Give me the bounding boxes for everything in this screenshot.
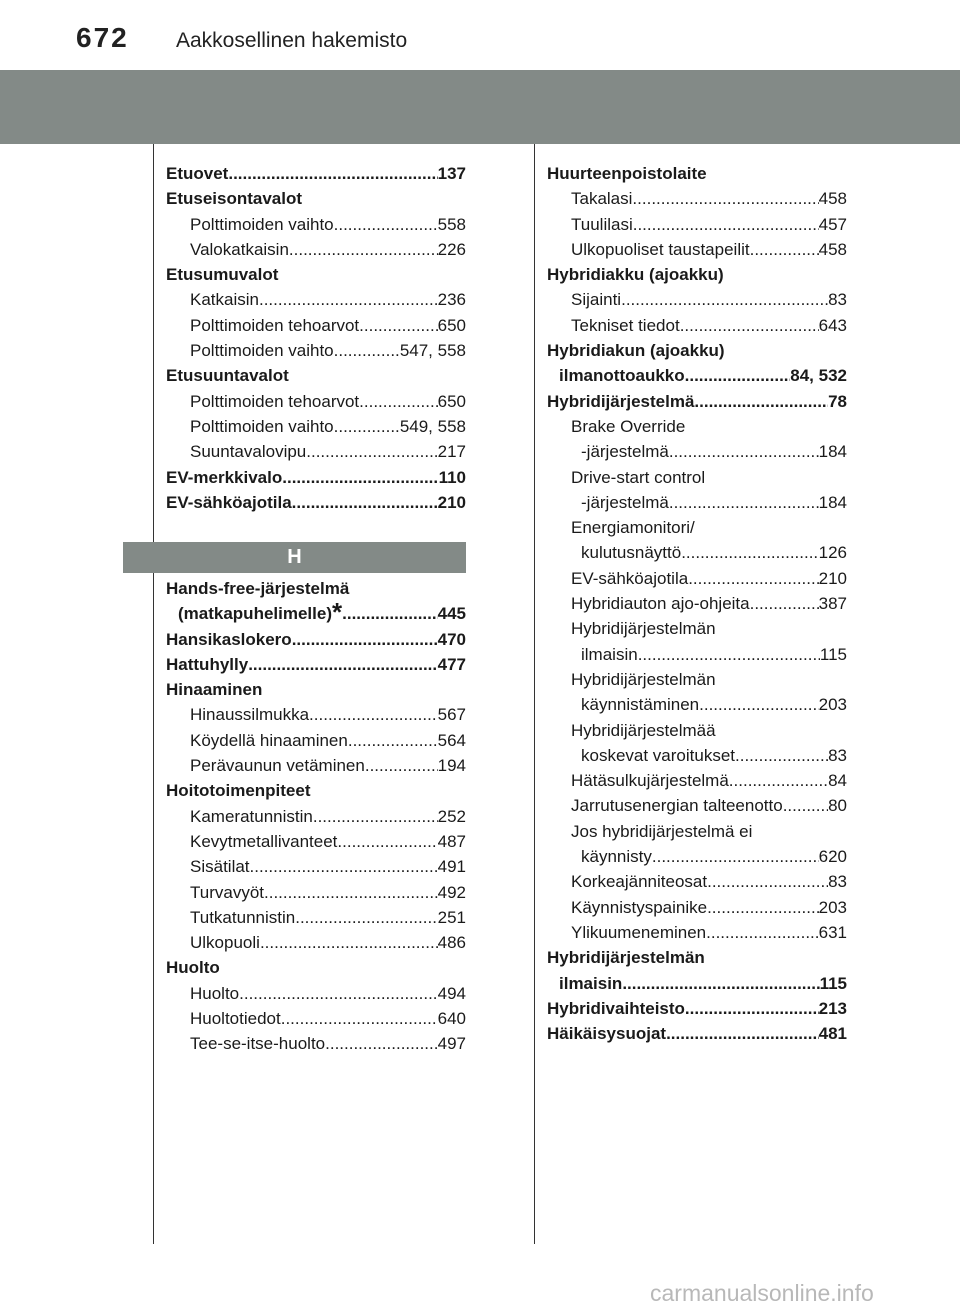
index-entry: Köydellä hinaaminen ..... 564 <box>166 728 466 753</box>
watermark: carmanualsonline.info <box>650 1280 874 1306</box>
index-heading: Hands-free-järjestelmä <box>166 579 350 598</box>
index-entry: Käynnistyspainike ..... 203 <box>547 895 847 920</box>
index-heading: Etusumuvalot <box>166 265 279 285</box>
index-entry: ilmanottoaukko ..... 84, 532 <box>547 363 847 388</box>
index-entry: Kameratunnistin ..... 252 <box>166 804 466 829</box>
index-heading: Hybridijärjestelmän <box>547 948 705 968</box>
section-letter-h: H <box>123 542 466 573</box>
index-entry: käynnisty ..... 620 <box>547 844 847 869</box>
index-heading: Etusuuntavalot <box>166 366 289 386</box>
index-entry: Polttimoiden tehoarvot ..... 650 <box>166 389 466 414</box>
index-entry: koskevat varoitukset ..... 83 <box>547 743 847 768</box>
index-entry: Tee-se-itse-huolto ..... 497 <box>166 1031 466 1056</box>
left-column-top <box>166 161 466 515</box>
index-entry: Tutkatunnistin ..... 251 <box>166 905 466 930</box>
index-entry: Korkeajänniteosat ..... 83 <box>547 869 847 894</box>
index-entry: Perävaunun vetäminen ..... 194 <box>166 753 466 778</box>
index-entry: -järjestelmä ..... 184 <box>547 439 847 464</box>
page-number: 672 <box>76 22 129 53</box>
index-entry: (matkapuhelimelle)* ..... 445 <box>166 601 466 626</box>
index-entry: Ulkopuoli ..... 486 <box>166 930 466 955</box>
index-entry: ilmaisin ..... 115 <box>547 642 847 667</box>
index-entry: Polttimoiden vaihto ..... 547, 558 <box>166 338 466 363</box>
index-entry: Turvavyöt ..... 492 <box>166 880 466 905</box>
index-entry: Hybridivaihteisto ..... 213 <box>547 996 847 1021</box>
left-column-h <box>166 576 466 1057</box>
index-heading: Huurteenpoistolaite <box>547 164 707 183</box>
index-entry: Ylikuumeneminen ..... 631 <box>547 920 847 945</box>
index-entry: Polttimoiden vaihto ..... 558 <box>166 212 466 237</box>
index-entry: Tekniset tiedot ..... 643 <box>547 313 847 338</box>
index-subheading: Jos hybridijärjestelmä ei <box>571 821 753 841</box>
index-entry: Sisätilat ..... 491 <box>166 854 466 879</box>
index-subheading: Brake Override <box>571 416 686 436</box>
index-heading: Hoitotoimenpiteet <box>166 781 311 801</box>
index-entry: Kevytmetallivanteet ..... 487 <box>166 829 466 854</box>
index-heading: Hybridiakun (ajoakku) <box>547 341 725 361</box>
index-subheading: Hybridijärjestelmän <box>571 619 716 639</box>
index-entry: EV-sähköajotila ..... 210 <box>547 566 847 591</box>
index-entry: Huolto ..... 494 <box>166 981 466 1006</box>
index-entry: Etuovet ..... 137 <box>166 161 466 186</box>
footnote-star: * <box>332 597 343 628</box>
index-entry: Polttimoiden vaihto ..... 549, 558 <box>166 414 466 439</box>
index-entry: Hansikaslokero ..... 470 <box>166 627 466 652</box>
index-entry: kulutusnäyttö ..... 126 <box>547 540 847 565</box>
index-entry: Häikäisysuojat ..... 481 <box>547 1021 847 1046</box>
index-entry: Hybridiauton ajo-ohjeita ..... 387 <box>547 591 847 616</box>
index-entry: Suuntavalovipu ..... 217 <box>166 439 466 464</box>
index-entry: Takalasi ..... 458 <box>547 186 847 211</box>
index-entry: Jarrutusenergian talteenotto ..... 80 <box>547 793 847 818</box>
index-subheading: Hybridijärjestelmää <box>571 720 716 740</box>
page-header <box>0 0 960 70</box>
index-heading: Huolto <box>166 958 220 978</box>
index-entry: Huoltotiedot ..... 640 <box>166 1006 466 1031</box>
index-entry: Sijainti ..... 83 <box>547 287 847 312</box>
index-entry: Valokatkaisin ..... 226 <box>166 237 466 262</box>
index-entry: Hätäsulkujärjestelmä ..... 84 <box>547 768 847 793</box>
index-entry: -järjestelmä ..... 184 <box>547 490 847 515</box>
index-heading: Etuseisontavalot <box>166 189 303 209</box>
index-entry: ilmaisin ..... 115 <box>547 971 847 996</box>
header-band <box>0 70 960 144</box>
index-heading: Hybridiakku (ajoakku) <box>547 265 724 285</box>
page-title: Aakkosellinen hakemisto <box>176 29 408 52</box>
index-subheading: Hybridijärjestelmän <box>571 669 716 689</box>
index-entry: Tuulilasi ..... 457 <box>547 212 847 237</box>
index-entry: EV-merkkivalo ..... 110 <box>166 465 466 490</box>
index-entry: Ulkopuoliset taustapeilit ..... 458 <box>547 237 847 262</box>
right-column <box>547 161 847 1046</box>
index-subheading: Energiamonitori/ <box>571 518 695 538</box>
index-heading: Hinaaminen <box>166 680 263 700</box>
index-entry: Hybridijärjestelmä ..... 78 <box>547 389 847 414</box>
index-entry: Hattuhylly ..... 477 <box>166 652 466 677</box>
index-entry: Hinaussilmukka ..... 567 <box>166 702 466 727</box>
index-entry: Polttimoiden tehoarvot ..... 650 <box>166 313 466 338</box>
index-entry: EV-sähköajotila ..... 210 <box>166 490 466 515</box>
left-rule <box>153 144 154 1244</box>
index-entry: käynnistäminen ..... 203 <box>547 692 847 717</box>
index-entry: Katkaisin ..... 236 <box>166 287 466 312</box>
middle-rule <box>534 144 535 1244</box>
index-subheading: Drive-start control <box>571 467 706 487</box>
